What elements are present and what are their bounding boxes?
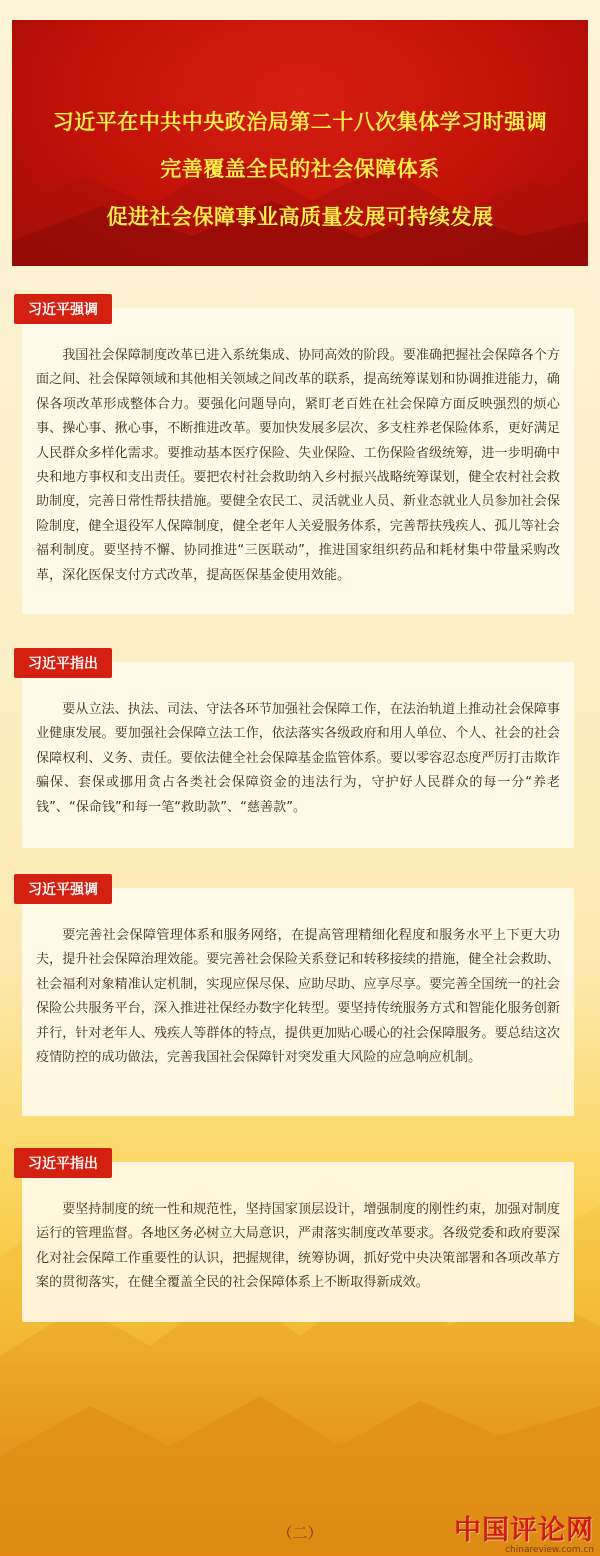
- section-1: [22, 302, 574, 614]
- title-banner: [12, 20, 588, 266]
- title-line-1: 习近平在中共中央政治局第二十八次集体学习时强调: [52, 110, 548, 134]
- site-logo[interactable]: [454, 1508, 594, 1555]
- section-2: [22, 656, 574, 848]
- title-line-3: 促进社会保障事业高质量发展可持续发展: [106, 205, 494, 229]
- section-text: 要完善社会保障管理体系和服务网络，在提高管理精细化程度和服务水平上下更大功夫，提升社会保障治理效能。要完善社会保险关系登记和转移接续的措施，健全社会救助、社会福利对象精准认定机制，实现应保尽保、应助尽助、应享尽享。要完善全国统一的社会保险公共服务平台，深入推进社保经办数字化转型。要坚持传统服务方式和智能化服务创新并行，针对老年人、残疾人等群体的特点，提供更加贴心暖心的社会保障服务。要总结这次疫情防控的成功做法，完善我国社会保障针对突发重大风险的应急响应机制。: [36, 928, 560, 1066]
- banner-mountains: [12, 126, 588, 266]
- title-line-2: 完善覆盖全民的社会保障体系: [160, 157, 440, 181]
- logo-text: 中国评论网: [454, 1515, 594, 1546]
- section-3: [22, 882, 574, 1116]
- section-text: 要从立法、执法、司法、守法各环节加强社会保障工作，在法治轨道上推动社会保障事业健康发展。要加强社会保障立法工作，依法落实各级政府和用人单位、个人、社会的社会保障权利、义务、责任。要依法健全社会保障基金监管体系。要以零容忍态度严厉打击欺诈骗保、套保或挪用贪占各类社会保障资金的违法行为，守护好人民群众的每一分“养老钱”、“保命钱”和每一笔“救助款”、“慈善款”。: [36, 702, 560, 815]
- page-number: （二）: [277, 1524, 323, 1542]
- section-label: 习近平指出: [14, 648, 112, 678]
- section-text: 我国社会保障制度改革已进入系统集成、协同高效的阶段。要准确把握社会保障各个方面之间、社会保障领域和其他相关领域之间改革的联系，提高统筹谋划和协调推进能力，确保各项改革形成整体合力。要强化问题导向，紧盯老百姓在社会保障方面反映强烈的烦心事、操心事、揪心事，不断推进改革。要加快发展多层次、多支柱养老保险体系，更好满足人民群众多样化需求。要推动基本医疗保险、失业保险、工伤保险省级统筹，进一步明确中央和地方事权和支出责任。要把农村社会救助纳入乡村振兴战略统筹谋划，健全农村社会救助制度，完善日常性帮扶措施。要健全农民工、灵活就业人员、新业态就业人员参加社会保险制度，健全退役军人保障制度，健全老年人关爱服务体系，完善帮扶残疾人、孤儿等社会福利制度。要坚持不懈、协同推进“三医联动”，推进国家组织药品和耗材集中带量采购改革，深化医保支付方式改革，提高医保基金使用效能。: [36, 348, 560, 583]
- logo-url: chinareview.com.cn: [505, 1545, 594, 1555]
- section-label: 习近平强调: [14, 874, 112, 904]
- section-4: [22, 1156, 574, 1322]
- section-label: 习近平指出: [14, 1148, 112, 1178]
- section-label: 习近平强调: [14, 294, 112, 324]
- section-text: 要坚持制度的统一性和规范性，坚持国家顶层设计，增强制度的刚性约束，加强对制度运行的管理监督。各地区务必树立大局意识，严肃落实制度改革要求。各级党委和政府要深化对社会保障工作重要性的认识，把握规律，统筹协调，抓好党中央决策部署和各项改革方案的贯彻落实，在健全覆盖全民的社会保障体系上不断取得新成效。: [36, 1202, 560, 1291]
